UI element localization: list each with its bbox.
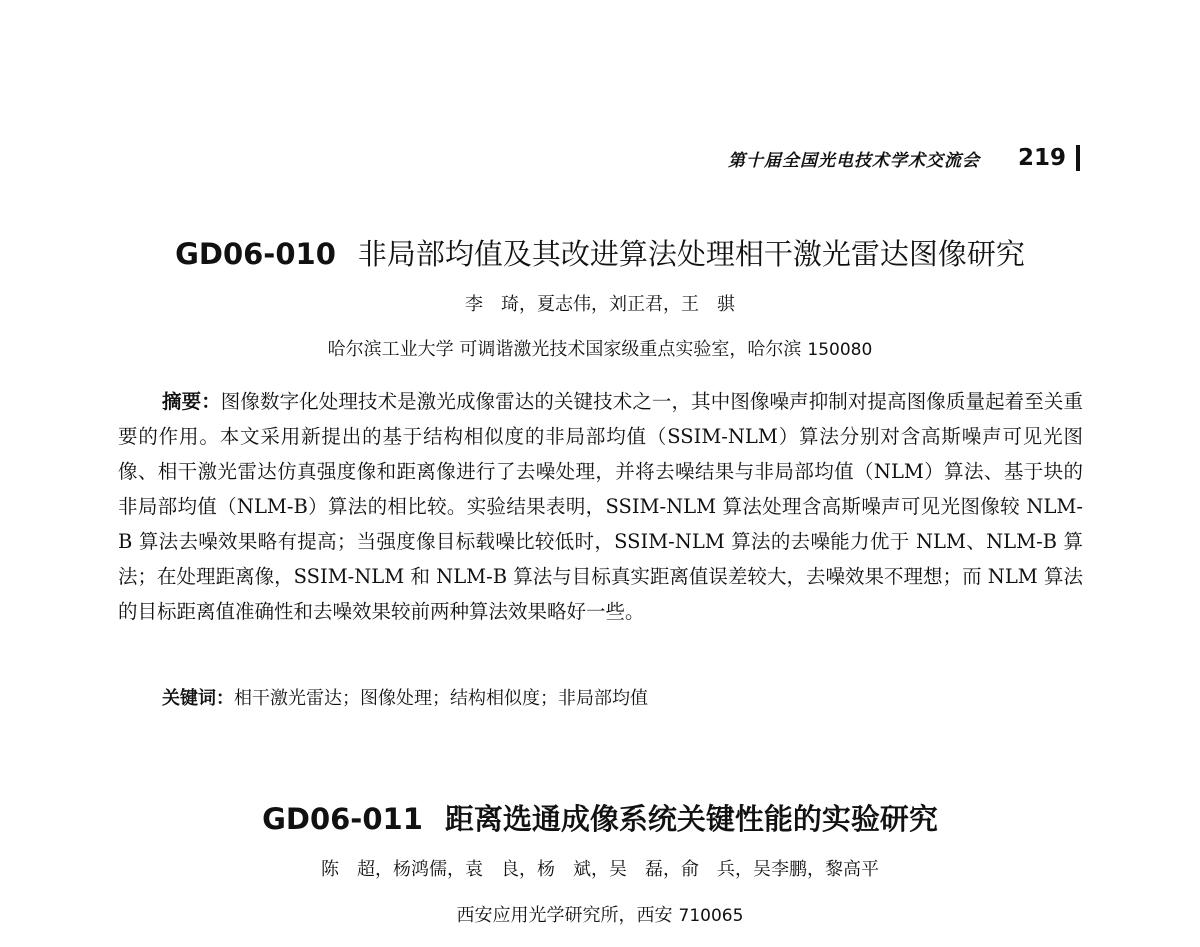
- paper1-title: 非局部均值及其改进算法处理相干激光雷达图像研究: [357, 237, 1025, 271]
- paper1-postal-code: 150080: [807, 340, 873, 360]
- paper1-affiliation: 哈尔滨工业大学 可调谐激光技术国家级重点实验室，哈尔滨: [327, 339, 802, 360]
- paper1-code: GD06-010: [175, 237, 336, 271]
- running-header: [728, 145, 1080, 171]
- page-number-bar: [1076, 145, 1080, 171]
- paper1-keywords: [162, 684, 648, 710]
- paper2-title-line: [0, 797, 1200, 838]
- paper2-affiliation-line: [0, 901, 1200, 927]
- keywords-label: 关键词：: [162, 688, 234, 709]
- paper1-title-line: [0, 232, 1200, 273]
- paper1-abstract: [118, 384, 1083, 629]
- abstract-label: 摘要：: [162, 390, 221, 413]
- paper2-affiliation: 西安应用光学研究所，西安: [456, 905, 673, 926]
- page-number: 219: [1017, 145, 1066, 171]
- paper2-authors: 陈 超，杨鸿儒，袁 良，杨 斌，吴 磊，俞 兵，吴李鹏，黎高平: [321, 859, 879, 880]
- paper1-affiliation-line: [0, 335, 1200, 361]
- conference-title: 第十届全国光电技术学术交流会: [727, 150, 980, 171]
- paper1-authors: 李 琦，夏志伟，刘正君，王 骐: [465, 294, 735, 315]
- abstract-text: 图像数字化处理技术是激光成像雷达的关键技术之一，其中图像噪声抑制对提高图像质量起着至关重要的作用。本文采用新提出的基于结构相似度的非局部均值（SSIM-NLM）算法分别对含高斯噪声可见光图像、相干激光雷达仿真强度像和距离像进行了去噪处理，并将去噪结果与非局部均值（NLM）算法、基于块的非局部均值（NLM-B）算法的相比较。实验结果表明，SSIM-NLM 算法处理含高斯噪声可见光图像较 NLM-B 算法去噪效果略有提高；当强度像目标载噪比较低时，SSIM-NLM 算法的去噪能力优于 NLM、NLM-B 算法；在处理距离像，SSIM-NLM 和 NLM-B 算法与目标真实距离值误差较大，去噪效果不理想；而 NLM 算法的目标距离值准确性和去噪效果较前两种算法效果略好一些。: [118, 390, 1083, 623]
- keywords-text: 相干激光雷达；图像处理；结构相似度；非局部均值: [234, 688, 648, 709]
- paper2-postal-code: 710065: [678, 906, 744, 926]
- paper2-code: GD06-011: [262, 802, 423, 836]
- paper2-title: 距离选通成像系统关键性能的实验研究: [444, 802, 938, 836]
